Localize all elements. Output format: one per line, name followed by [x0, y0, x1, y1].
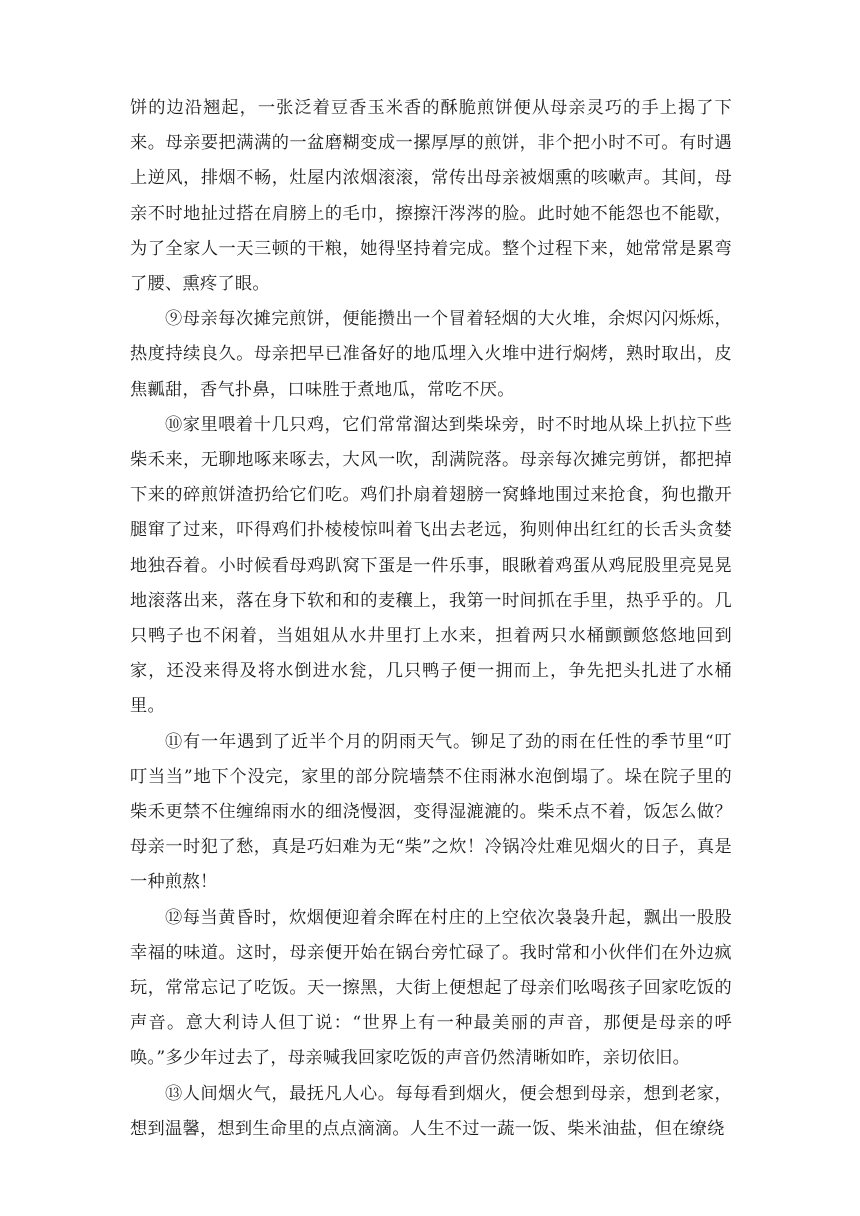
paragraph-continuation: 饼的边沿翘起，一张泛着豆香玉米香的酥脆煎饼便从母亲灵巧的手上揭了下来。母亲要把满满的一盆磨糊变成一摞厚厚的煎饼，非个把小时不可。有时遇上逆风，排烟不畅，灶屋内浓烟滚滚，常传出母亲被烟熏的咳嗽声。其间，母亲不时地扯过搭在肩膀上的毛巾，擦擦汗涔涔的脸。此时她不能怨也不能歇，为了全家人一天三顿的干粮，她得坚持着完成。整个过程下来，她常常是累弯了腰、熏疼了眼。 — [130, 98, 732, 295]
paragraph-11: ⑪有一年遇到了近半个月的阴雨天气。铆足了劲的雨在任性的季节里“叮叮当当”地下个没完，家里的部分院墙禁不住雨淋水泡倒塌了。垛在院子里的柴禾更禁不住缠绵雨水的细浇慢洇，变得湿漉漉的。柴禾点不着，饭怎么做？母亲一时犯了愁，真是巧妇难为无“柴”之炊！冷锅冷灶难见烟火的日子，真是一种煎熬！ — [130, 731, 732, 893]
paragraph-13: ⑬人间烟火气，最抚凡人心。每每看到烟火，便会想到母亲，想到老家，想到温馨，想到生命里的点点滴滴。人生不过一蔬一饭、柴米油盐，但在缭绕 — [130, 1083, 732, 1139]
document-page — [130, 91, 732, 1147]
paragraph-9: ⑨母亲每次摊完煎饼，便能攒出一个冒着轻烟的大火堆，余烬闪闪烁烁，热度持续良久。母亲把早已准备好的地瓜埋入火堆中进行焖烤，熟时取出，皮焦瓤甜，香气扑鼻，口味胜于煮地瓜，常吃不厌。 — [130, 309, 732, 400]
paragraph-12: ⑫每当黄昏时，炊烟便迎着余晖在村庄的上空依次袅袅升起，飘出一股股幸福的味道。这时，母亲便开始在锅台旁忙碌了。我时常和小伙伴们在外边疯玩，常常忘记了吃饭。天一擦黑，大街上便想起了母亲们吆喝孩子回家吃饭的声音。意大利诗人但丁说：“世界上有一种最美丽的声音，那便是母亲的呼唤。”多少年过去了，母亲喊我回家吃饭的声音仍然清晰如昨，亲切依旧。 — [130, 907, 732, 1069]
paragraph-10: ⑩家里喂着十几只鸡，它们常常溜达到柴垛旁，时不时地从垛上扒拉下些柴禾来，无聊地啄来啄去，大风一吹，刮满院落。母亲每次摊完剪饼，都把掉下来的碎煎饼渣扔给它们吃。鸡们扑扇着翅膀一窝蜂地围过来抢食，狗也撒开腿窜了过来，吓得鸡们扑棱棱惊叫着飞出去老远，狗则伸出红红的长舌头贪婪地独吞着。小时候看母鸡趴窝下蛋是一件乐事，眼瞅着鸡蛋从鸡屁股里亮晃晃地滚落出来，落在身下软和和的麦穰上，我第一时间抓在手里，热乎乎的。几只鸭子也不闲着，当姐姐从水井里打上水来，担着两只水桶颤颤悠悠地回到家，还没来得及将水倒进水瓮，几只鸭子便一拥而上，争先把头扎进了水桶里。 — [130, 414, 732, 717]
